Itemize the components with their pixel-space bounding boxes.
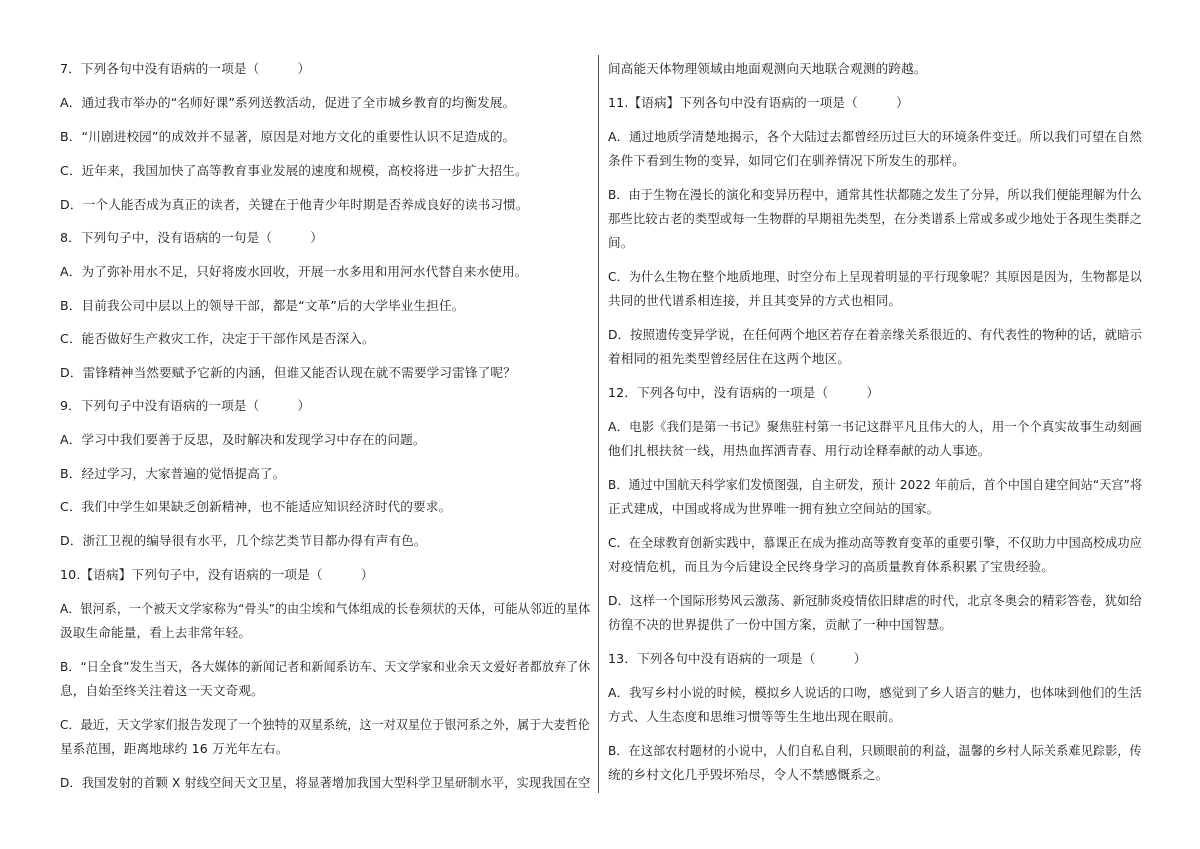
right-column-text-line: 条件下看到生物的变异，如同它们在驯养情况下所发生的那样。 (608, 153, 965, 168)
left-column-text-line: 10.【语病】下列句子中，没有语病的一项是（ ） (60, 567, 374, 582)
right-column-text-line: 他们扎根扶贫一线，用热血挥洒青春、用行动诠释奉献的动人事迹。 (608, 443, 991, 458)
right-column-text-line: 方式、人生态度和思维习惯等等生生地出现在眼前。 (608, 709, 902, 724)
left-column-text-line: C．能否做好生产救灾工作，决定于干部作风是否深入。 (60, 331, 375, 346)
right-column-text-line: 间高能天体物理领域由地面观测向天地联合观测的跨越。 (608, 61, 927, 76)
right-column-text-line: A．通过地质学清楚地揭示，各个大陆过去都曾经历过巨大的环境条件变迁。所以我们可望在自然 (608, 129, 1143, 144)
left-column-text-line: C．我们中学生如果缺乏创新精神，也不能适应知识经济时代的要求。 (60, 499, 452, 514)
left-column-text-line: D．我国发射的首颗 X 射线空间天文卫星，将显著增加我国大型科学卫星研制水平，实现我国在空 (60, 775, 591, 790)
right-column-text-line: 正式建成，中国或将成为世界唯一拥有独立空间站的国家。 (608, 501, 940, 516)
right-column-text-line: 13．下列各句中没有语病的一项是（ ） (608, 651, 867, 666)
left-column-text-line: B．“川剧进校园”的成效并不显著，原因是对地方文化的重要性认识不足造成的。 (60, 129, 516, 144)
left-column-text-line: 7．下列各句中没有语病的一项是（ ） (60, 61, 311, 76)
right-column-text-line: B．通过中国航天科学家们发愤图强，自主研发，预计 2022 年前后，首个中国自建空间站“天宫”将 (608, 477, 1143, 492)
right-column-text-line: A．电影《我们是第一书记》聚焦驻村第一书记这群平凡且伟大的人，用一个个真实故事生动刻画 (608, 419, 1143, 434)
left-column-text-line: B．经过学习，大家普遍的觉悟提高了。 (60, 466, 286, 481)
right-column-text-line: 共同的世代谱系相连接，并且其变异的方式也相同。 (608, 293, 902, 308)
right-column-text-line: B．在这部农村题材的小说中，人们自私自利，只顾眼前的利益，温馨的乡村人际关系难见踪影，传 (608, 743, 1142, 758)
left-column-text-line: 汲取生命能量，看上去非常年轻。 (60, 625, 252, 640)
left-column-text-line: A．为了弥补用水不足，只好将废水回收，开展一水多用和用河水代替自来水使用。 (60, 264, 528, 279)
left-column-text-line: C．近年来，我国加快了高等教育事业发展的速度和规模，高校将进一步扩大招生。 (60, 163, 528, 178)
right-column-text-line: 11.【语病】下列各句中没有语病的一项是（ ） (608, 95, 909, 110)
right-column-text-line: C．为什么生物在整个地质地理、时空分布上呈现着明显的平行现象呢？其原因是因为，生物都是以 (608, 269, 1142, 284)
left-column-text-line: D．浙江卫视的编导很有水平，几个综艺类节目都办得有声有色。 (60, 533, 427, 548)
right-column-text-line: 对疫情危机，而且为今后建设全民终身学习的高质量教育体系积累了宝贵经验。 (608, 559, 1055, 574)
right-column-text-line: 着相同的祖先类型曾经居住在这两个地区。 (608, 351, 851, 366)
right-column-text-line: C．在全球教育创新实践中，慕课正在成为推动高等教育变革的重要引擎，不仅助力中国高校成功应 (608, 535, 1142, 550)
left-column-text-line: B．“日全食”发生当天，各大媒体的新闻记者和新闻系访车、天文学家和业余天文爱好者都放弃了休 (60, 659, 591, 674)
left-column-text-line: D．雷锋精神当然要赋予它新的内涵，但谁又能否认现在就不需要学习雷锋了呢？ (60, 365, 516, 380)
column-divider (598, 55, 599, 793)
left-column-text-line: B．目前我公司中层以上的领导干部，都是“文革”后的大学毕业生担任。 (60, 298, 465, 313)
right-column-text-line: B．由于生物在漫长的演化和变异历程中，通常其性状都随之发生了分异，所以我们便能理解为什么 (608, 187, 1142, 202)
right-column-text-line: 统的乡村文化几乎毁坏殆尽，令人不禁感慨系之。 (608, 767, 889, 782)
left-column-text-line: 8．下列句子中，没有语病的一句是（ ） (60, 230, 324, 245)
right-column-text-line: D．按照遗传变异学说，在任何两个地区若存在着亲缘关系很近的、有代表性的物种的话，就暗示 (608, 327, 1143, 342)
right-column-text-line: D．这样一个国际形势风云激荡、新冠肺炎疫情依旧肆虐的时代，北京冬奥会的精彩答卷，犹如给 (608, 593, 1143, 608)
left-column-text-line: A．银河系，一个被天文学家称为“骨头”的由尘埃和气体组成的长卷须状的天体，可能从邻近的星体 (60, 601, 591, 616)
right-column-text-line: 12．下列各句中，没有语病的一项是（ ） (608, 385, 880, 400)
left-column-text-line: D．一个人能否成为真正的读者，关键在于他青少年时期是否养成良好的读书习惯。 (60, 197, 529, 212)
right-column-text-line: 间。 (608, 235, 634, 250)
left-column-text-line: C．最近，天文学家们报告发现了一个独特的双星系统，这一对双星位于银河系之外，属于大麦哲伦 (60, 717, 590, 732)
left-column-text-line: 9．下列句子中没有语病的一项是（ ） (60, 398, 311, 413)
left-column-text-line: 星系范围，距离地球约 16 万光年左右。 (60, 741, 289, 756)
left-column-text-line: A．通过我市举办的“名师好课”系列送教活动，促进了全市城乡教育的均衡发展。 (60, 95, 516, 110)
right-column-text-line: 彷徨不决的世界提供了一份中国方案，贡献了一种中国智慧。 (608, 617, 953, 632)
right-column-text-line: 那些比较古老的类型或每一生物群的早期祖先类型，在分类谱系上常或多或少地处于各现生类群之 (608, 211, 1143, 226)
left-column-text-line: 息，自始至终关注着这一天文奇观。 (60, 683, 264, 698)
left-column-text-line: A．学习中我们要善于反思，及时解决和发现学习中存在的问题。 (60, 432, 426, 447)
right-column-text-line: A．我写乡村小说的时候，模拟乡人说话的口吻，感觉到了乡人语言的魅力，也体味到他们的生活 (608, 685, 1143, 700)
